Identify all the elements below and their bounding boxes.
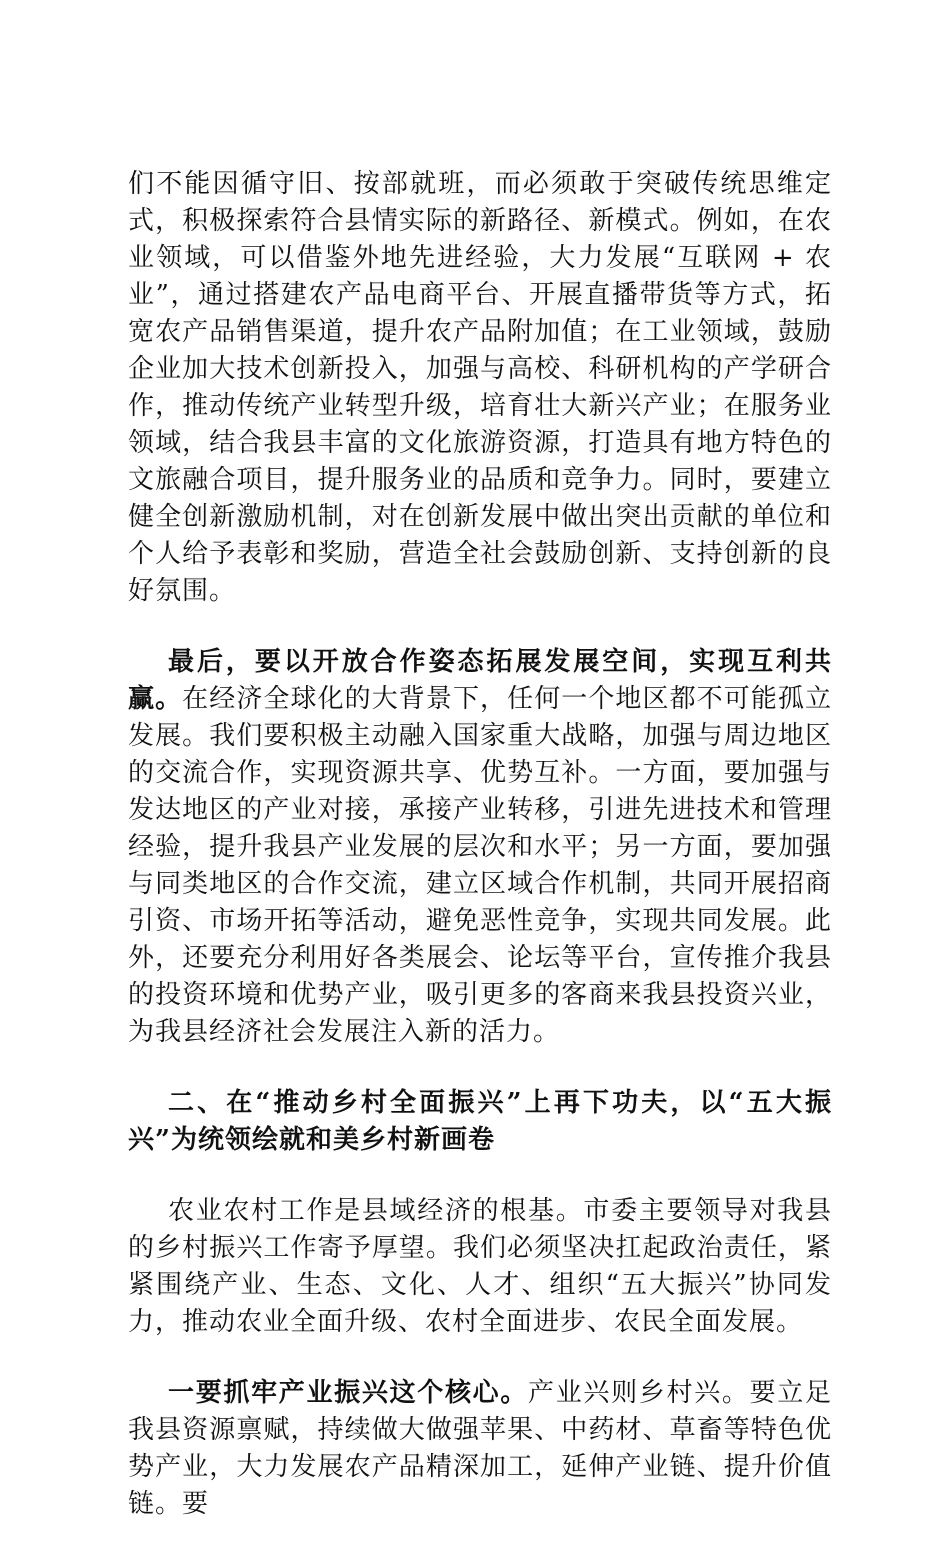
section-heading-rural-revitalization: 二、在“推动乡村全面振兴”上再下功夫，以“五大振兴”为统领绘就和美乡村新画卷 xyxy=(128,1088,832,1155)
paragraph-body: 产业兴则乡村兴。要立足我县资源禀赋，持续做大做强苹果、中药材、草畜等特色优势产业，大力发展农产品精深加工，延伸产业链、提升价值链。要 xyxy=(128,1378,832,1519)
paragraph-innovation: 们不能因循守旧、按部就班，而必须敢于突破传统思维定式，积极探索符合县情实际的新路径、新模式。例如，在农业领域，可以借鉴外地先进经验，大力发展“互联网 + 农业”，通过搭建农产品电商平台、开展直播带货等方式，拓宽农产品销售渠道，提升农产品附加值；在工业领域，鼓励企业加大技术创新投入，加强与高校、科研机构的产学研合作，推动传统产业转型升级，培育壮大新兴产业；在服务业领域，结合我县丰富的文化旅游资源，打造具有地方特色的文旅融合项目，提升服务业的品质和竞争力。同时，要建立健全创新激励机制，对在创新发展中做出突出贡献的单位和个人给予表彰和奖励，营造全社会鼓励创新、支持创新的良好氛围。 xyxy=(128,169,832,606)
paragraph-open-cooperation xyxy=(128,644,832,1051)
paragraph-rural-intro: 农业农村工作是县域经济的根基。市委主要领导对我县的乡村振兴工作寄予厚望。我们必须坚决扛起政治责任，紧紧围绕产业、生态、文化、人才、组织“五大振兴”协同发力，推动农业全面升级、农村全面进步、农民全面发展。 xyxy=(128,1196,832,1337)
paragraph-lead-bold: 一要抓牢产业振兴这个核心。 xyxy=(168,1378,529,1408)
document-page xyxy=(128,166,832,1557)
paragraph-lead-bold: 最后，要以开放合作姿态拓展发展空间，实现互利共赢。 xyxy=(128,647,832,714)
paragraph-body: 在经济全球化的大背景下，任何一个地区都不可能孤立发展。我们要积极主动融入国家重大战略，加强与周边地区的交流合作，实现资源共享、优势互补。一方面，要加强与发达地区的产业对接，承接产业转移，引进先进技术和管理经验，提升我县产业发展的层次和水平；另一方面，要加强与同类地区的合作交流，建立区域合作机制，共同开展招商引资、市场开拓等活动，避免恶性竞争，实现共同发展。此外，还要充分利用好各类展会、论坛等平台，宣传推介我县的投资环境和优势产业，吸引更多的客商来我县投资兴业，为我县经济社会发展注入新的活力。 xyxy=(128,684,832,1047)
paragraph-industry-revitalization xyxy=(128,1375,832,1523)
